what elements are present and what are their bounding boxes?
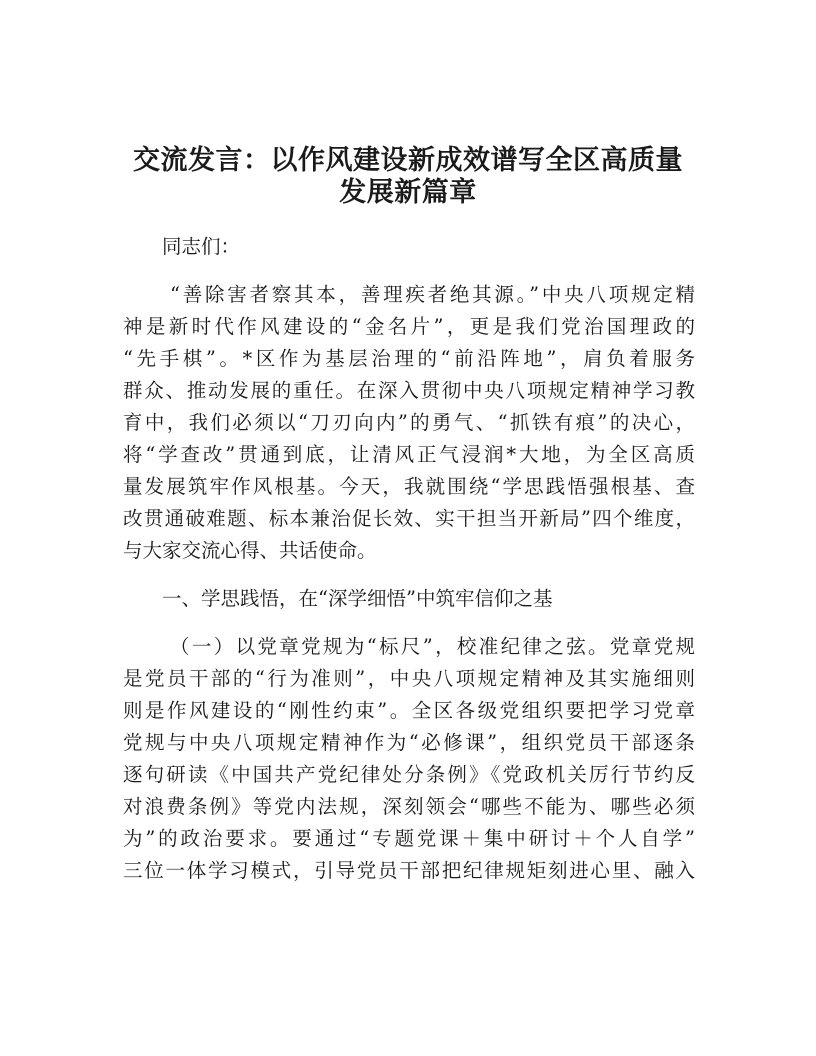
paragraph-1-line: 改贯通破难题、标本兼治促长效、实干担当开新局”四个维度， xyxy=(123,507,695,530)
paragraph-2-line: 三位一体学习模式，引导党员干部把纪律规矩刻进心里、融入 xyxy=(123,859,695,882)
paragraph-1-line: 育中，我们必须以“刀刃向内”的勇气、“抓铁有痕”的决心， xyxy=(123,411,695,434)
paragraph-2-line: 则是作风建设的“刚性约束”。全区各级党组织要把学习党章 xyxy=(123,699,695,722)
document-title-line-1: 交流发言：以作风建设新成效谱写全区高质量 xyxy=(133,145,683,176)
paragraph-2-line: （一）以党章党规为“标尺”，校准纪律之弦。党章党规 xyxy=(170,635,695,658)
paragraph-2-line: 党规与中央八项规定精神作为“必修课”，组织党员干部逐条 xyxy=(123,731,695,754)
salutation: 同志们： xyxy=(162,235,241,258)
paragraph-1-line: “善除害者察其本，善理疾者绝其源。”中央八项规定精 xyxy=(170,283,695,306)
paragraph-2-line: 是党员干部的“行为准则”，中央八项规定精神及其实施细则 xyxy=(123,667,695,690)
paragraph-1-line: 量发展筑牢作风根基。今天，我就围绕“学思践悟强根基、查 xyxy=(123,475,695,498)
paragraph-1-line: “先手棋”。*区作为基层治理的“前沿阵地”，肩负着服务 xyxy=(123,347,695,370)
paragraph-2-line: 为”的政治要求。要通过“专题党课＋集中研讨＋个人自学” xyxy=(123,827,695,850)
paragraph-1-line: 神是新时代作风建设的“金名片”，更是我们党治国理政的 xyxy=(123,315,695,338)
paragraph-2-line: 对浪费条例》等党内法规，深刻领会“哪些不能为、哪些必须 xyxy=(123,795,695,818)
paragraph-2-line: 逐句研读《中国共产党纪律处分条例》《党政机关厉行节约反 xyxy=(123,763,695,786)
paragraph-1-line: 将“学查改”贯通到底，让清风正气浸润*大地，为全区高质 xyxy=(123,443,695,466)
document-title-line-2: 发展新篇章 xyxy=(339,177,477,208)
section-heading: 一、学思践悟，在“深学细悟”中筑牢信仰之基 xyxy=(162,587,553,610)
paragraph-1-line: 群众、推动发展的重任。在深入贯彻中央八项规定精神学习教 xyxy=(123,379,695,402)
paragraph-1-line: 与大家交流心得、共话使命。 xyxy=(123,539,377,562)
